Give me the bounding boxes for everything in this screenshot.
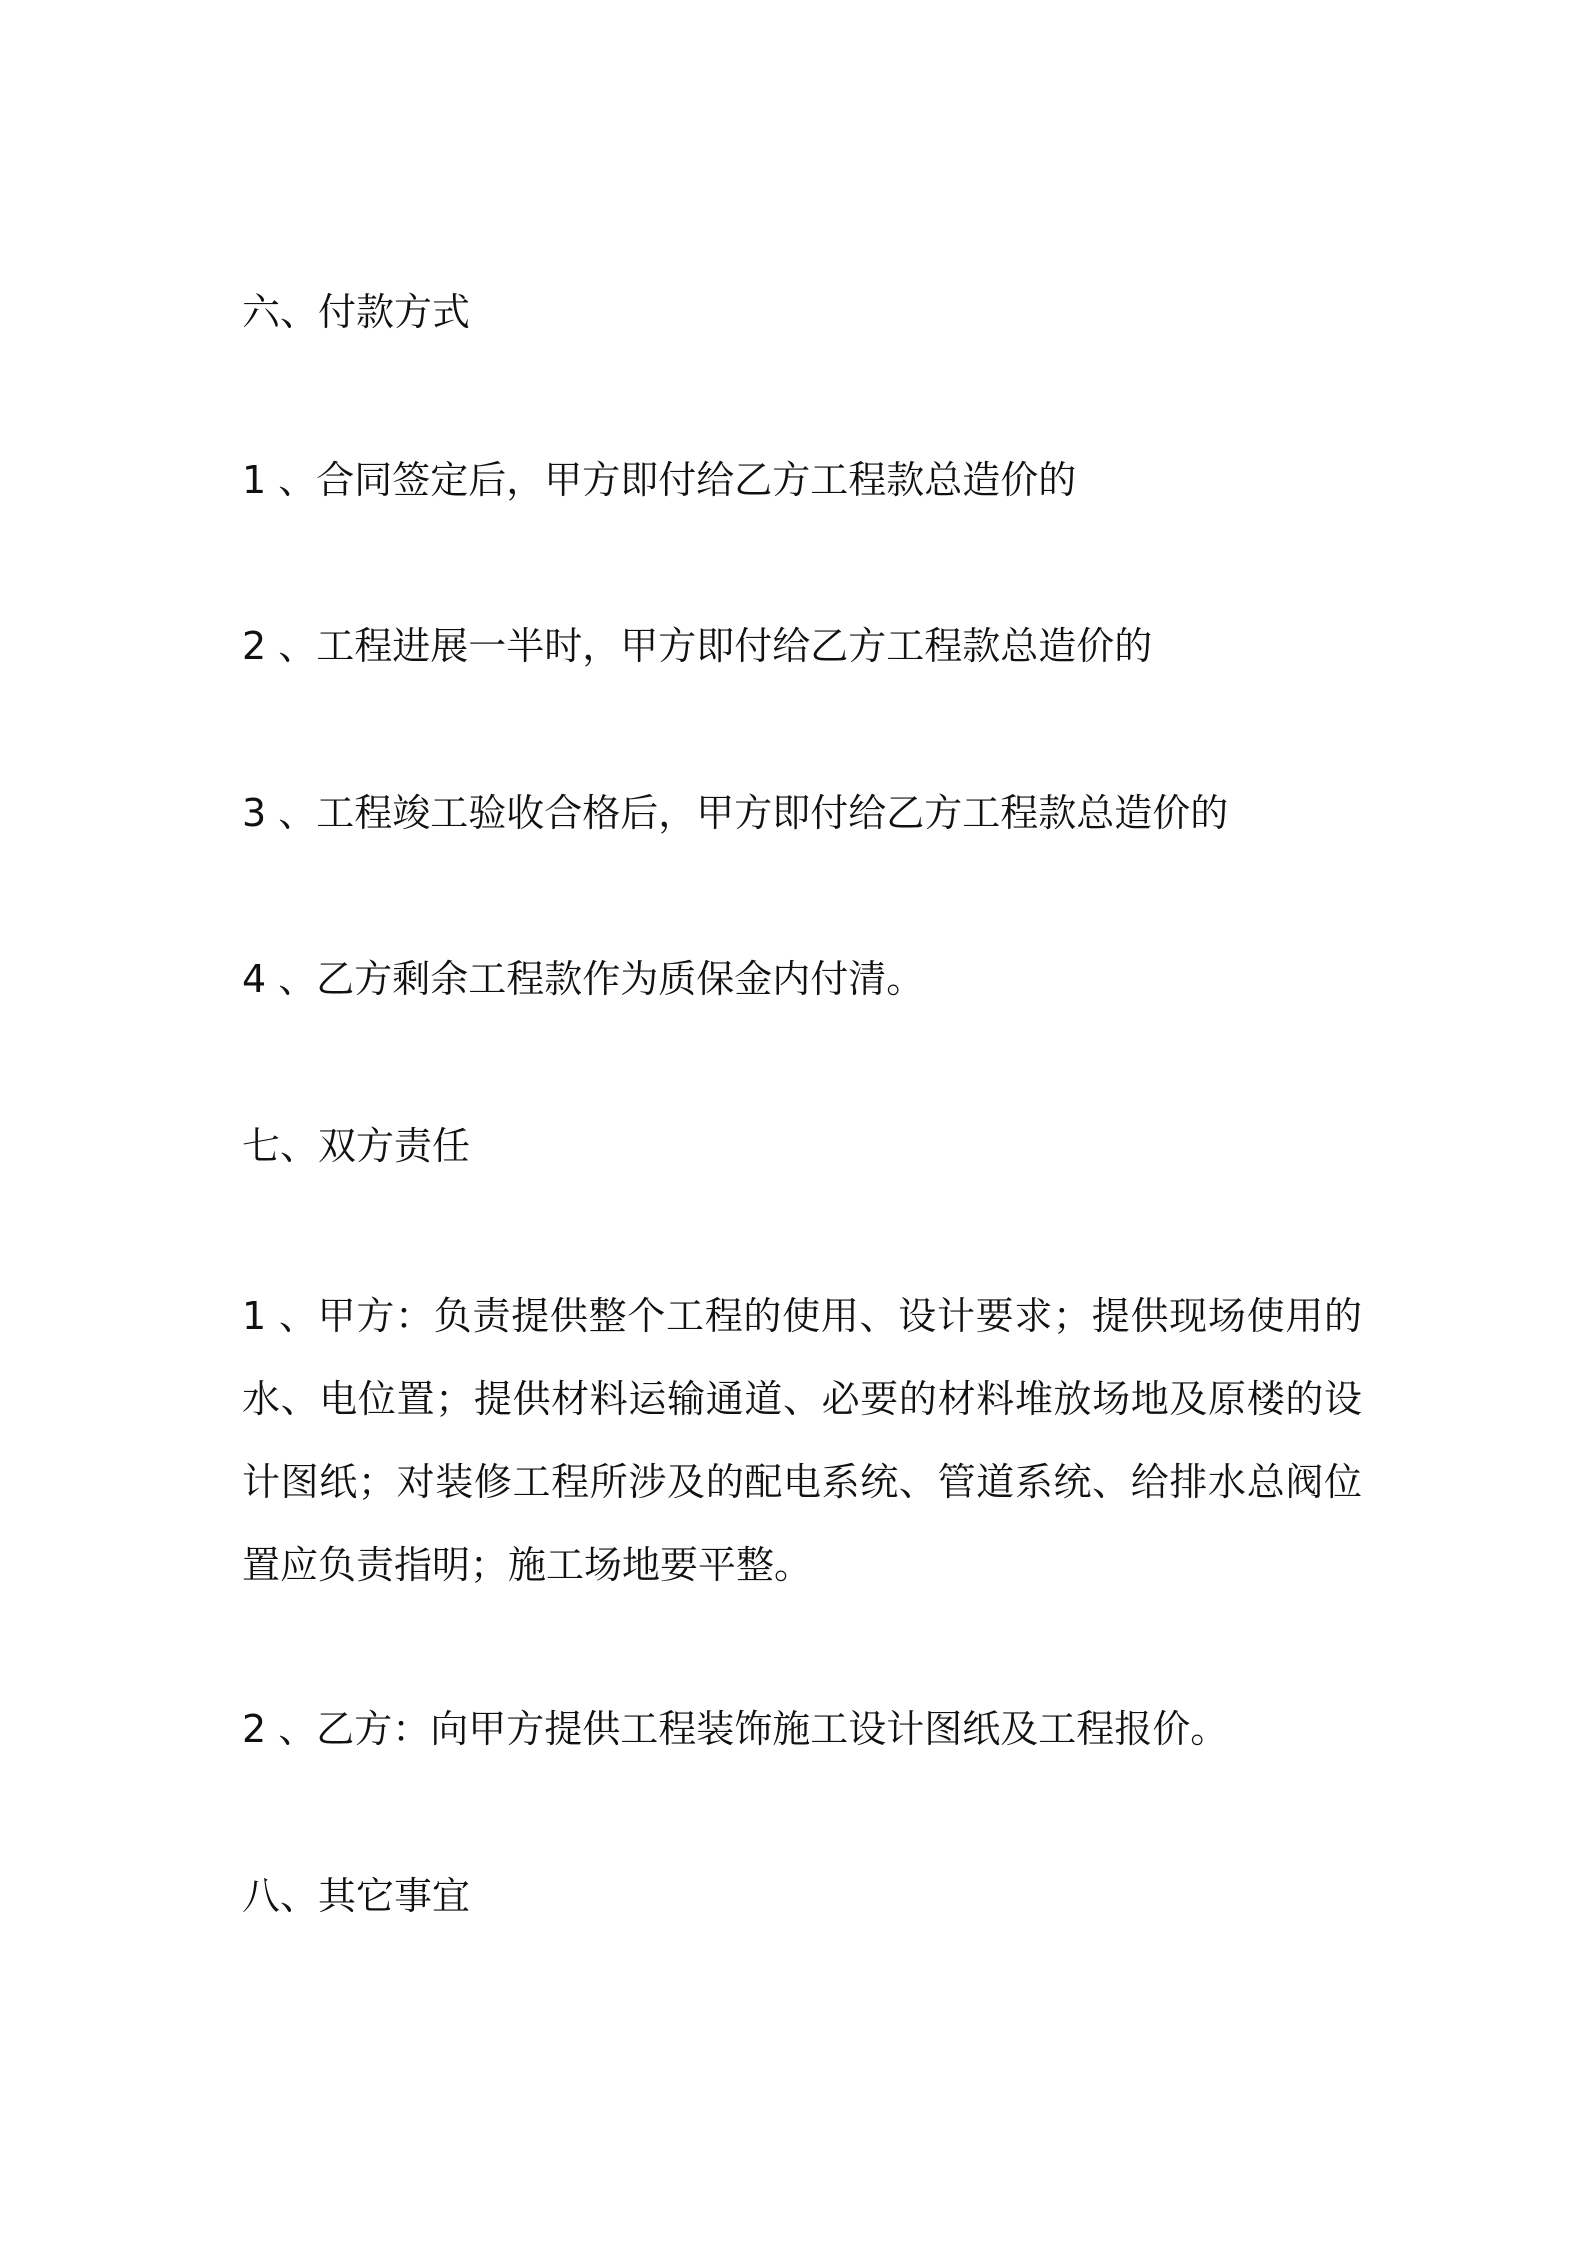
section-heading-other-matters: 八、其它事宜: [242, 1874, 471, 1918]
responsibility-clause-party-b: 2 、乙方：向甲方提供工程装饰施工设计图纸及工程报价。: [242, 1707, 1229, 1751]
responsibility-clause-party-a: 1 、甲方：负责提供整个工程的使用、设计要求；提供现场使用的水、电位置；提供材料运输通道、必要的材料堆放场地及原楼的设计图纸；对装修工程所涉及的配电系统、管道系统、给排水总阀位置应负责指明；施工场地要平整。: [242, 1294, 1362, 1587]
payment-clause-1: 1 、合同签定后，甲方即付给乙方工程款总造价的: [242, 458, 1077, 502]
payment-clause-2: 2 、工程进展一半时，甲方即付给乙方工程款总造价的: [242, 624, 1153, 668]
section-heading-payment: 六、付款方式: [242, 290, 471, 334]
payment-clause-3: 3 、工程竣工验收合格后，甲方即付给乙方工程款总造价的: [242, 791, 1229, 835]
section-heading-responsibilities: 七、双方责任: [242, 1124, 471, 1168]
payment-clause-4: 4 、乙方剩余工程款作为质保金内付清。: [242, 957, 925, 1001]
